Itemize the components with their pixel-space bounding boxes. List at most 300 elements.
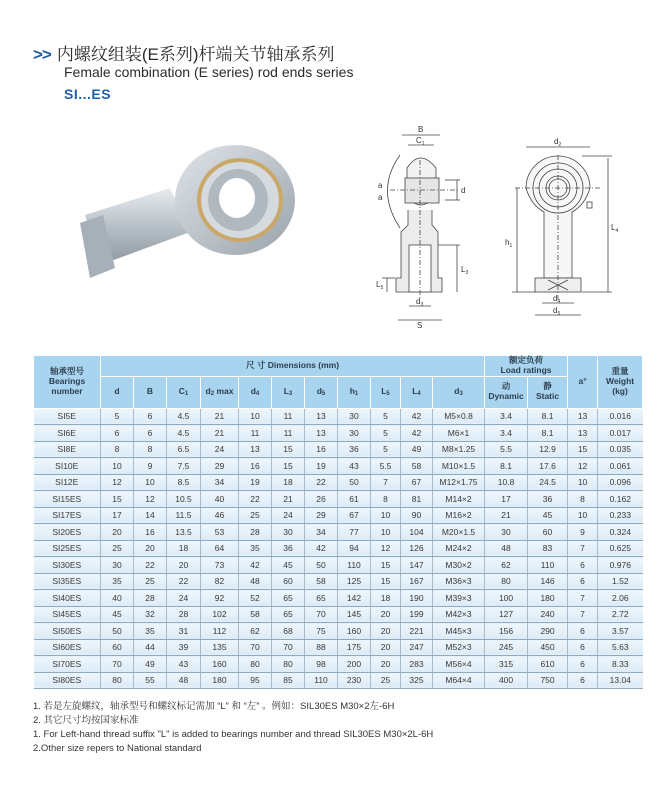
table-cell: 8.1 [528, 425, 568, 442]
table-cell: 22 [305, 474, 338, 491]
table-cell: 190 [401, 590, 433, 607]
table-cell: 6 [568, 639, 598, 656]
table-body [34, 408, 643, 689]
load-cn: 额定负荷 [509, 355, 544, 365]
table-cell: 24 [201, 441, 239, 458]
table-cell: 0.324 [598, 524, 643, 541]
table-cell: 60 [528, 524, 568, 541]
table-cell: 18 [272, 474, 305, 491]
table-cell: 45 [101, 606, 134, 623]
label-C1: $C_1$ [416, 136, 425, 147]
table-cell: M16×2 [433, 507, 485, 524]
table-cell: 50 [338, 474, 371, 491]
table-row [34, 441, 643, 458]
table-cell: 7 [568, 540, 598, 557]
table-cell: 5 [371, 441, 401, 458]
table-cell: 147 [401, 557, 433, 574]
table-cell: 110 [338, 557, 371, 574]
table-cell: 15 [568, 441, 598, 458]
col-d4: d4 [239, 376, 272, 408]
table-cell: 10 [371, 507, 401, 524]
table-cell: 43 [167, 656, 201, 673]
table-cell: 17.6 [528, 458, 568, 475]
table-row [34, 573, 643, 590]
table-cell: 127 [485, 606, 528, 623]
table-cell: 62 [485, 557, 528, 574]
table-cell: 2.72 [598, 606, 643, 623]
bearing-number-cell: SI8E [34, 441, 101, 458]
table-cell: 70 [101, 656, 134, 673]
table-cell: 13.04 [598, 672, 643, 689]
table-cell: 13 [568, 425, 598, 442]
table-cell: 62 [239, 623, 272, 640]
table-cell: 0.162 [598, 491, 643, 508]
col-h1: h1 [338, 376, 371, 408]
table-cell: 6 [568, 573, 598, 590]
table-cell: 28 [134, 590, 167, 607]
table-cell: 29 [201, 458, 239, 475]
table-cell: 160 [201, 656, 239, 673]
table-cell: 7.5 [167, 458, 201, 475]
table-cell: M8×1.25 [433, 441, 485, 458]
table-cell: 160 [338, 623, 371, 640]
table-cell: 25 [239, 507, 272, 524]
col-L3: L3 [272, 376, 305, 408]
title-cn [33, 40, 335, 65]
table-cell: 64 [201, 540, 239, 557]
table-cell: 70 [272, 639, 305, 656]
table-row [34, 590, 643, 607]
table-row [34, 425, 643, 442]
bearing-number-cell: SI80ES [34, 672, 101, 689]
table-cell: 81 [401, 491, 433, 508]
table-cell: 25 [371, 672, 401, 689]
dimensions-header: 尺 寸 Dimensions (mm) [101, 356, 485, 377]
table-cell: 11 [239, 425, 272, 442]
table-cell: 19 [239, 474, 272, 491]
table-cell: M24×2 [433, 540, 485, 557]
table-cell: 12 [101, 474, 134, 491]
table-cell: 20 [371, 623, 401, 640]
table-cell: M6×1 [433, 425, 485, 442]
title-en: Female combination (E series) rod ends series [64, 64, 354, 80]
label-d2: $d_2$ [554, 137, 562, 148]
notes [33, 700, 433, 756]
table-cell: 32 [134, 606, 167, 623]
table-cell: 100 [485, 590, 528, 607]
table-row [34, 557, 643, 574]
col-weight [598, 356, 643, 409]
table-cell: 290 [528, 623, 568, 640]
table-row [34, 606, 643, 623]
table-cell: 70 [239, 639, 272, 656]
front-view-drawing [490, 120, 635, 330]
table-cell: 221 [401, 623, 433, 640]
table-cell: 26 [305, 491, 338, 508]
table-cell: 68 [272, 623, 305, 640]
weight-en2: (kg) [612, 385, 628, 396]
bearing-number-cell: SI70ES [34, 656, 101, 673]
table-cell: 24 [272, 507, 305, 524]
table-cell: 8 [568, 491, 598, 508]
label-d: d [461, 186, 466, 195]
table-cell: 15 [272, 441, 305, 458]
bearing-number-cell: SI15ES [34, 491, 101, 508]
table-row [34, 656, 643, 673]
table-cell: 167 [401, 573, 433, 590]
table-row [34, 623, 643, 640]
table-cell: 146 [528, 573, 568, 590]
table-cell: 14 [134, 507, 167, 524]
table-cell: 11 [272, 425, 305, 442]
table-cell: 36 [338, 441, 371, 458]
bearing-number-cell: SI6E [34, 425, 101, 442]
bearing-number-cell: SI30ES [34, 557, 101, 574]
table-cell: 20 [101, 524, 134, 541]
table-cell: 199 [401, 606, 433, 623]
label-L3: $L_3$ [461, 265, 469, 276]
table-cell: 65 [272, 590, 305, 607]
table-row [34, 507, 643, 524]
table-cell: 110 [528, 557, 568, 574]
table-cell: 0.035 [598, 441, 643, 458]
table-cell: 3.4 [485, 408, 528, 425]
table-cell: 21 [201, 408, 239, 425]
label-S: S [417, 321, 423, 330]
col-static: 静 Static [528, 376, 568, 408]
table-cell: 58 [305, 573, 338, 590]
table-cell: 31 [167, 623, 201, 640]
table-cell: 10 [568, 474, 598, 491]
table-cell: 45 [528, 507, 568, 524]
table-cell: 750 [528, 672, 568, 689]
table-cell: 20 [134, 540, 167, 557]
table-cell: 73 [201, 557, 239, 574]
table-cell: 75 [305, 623, 338, 640]
table-cell: 20 [371, 606, 401, 623]
table-cell: 20 [167, 557, 201, 574]
load-ratings-header [485, 356, 568, 377]
table-cell: 8.33 [598, 656, 643, 673]
table-cell: 5 [371, 408, 401, 425]
table-cell: 8.5 [167, 474, 201, 491]
table-cell: 247 [401, 639, 433, 656]
table-cell: 0.061 [598, 458, 643, 475]
table-cell: 4.5 [167, 408, 201, 425]
table-cell: 49 [134, 656, 167, 673]
table-cell: 0.625 [598, 540, 643, 557]
table-cell: 46 [201, 507, 239, 524]
table-cell: 94 [338, 540, 371, 557]
table-cell: 35 [134, 623, 167, 640]
table-row [34, 540, 643, 557]
bearing-number-cell: SI45ES [34, 606, 101, 623]
table-cell: 40 [201, 491, 239, 508]
table-cell: 15 [101, 491, 134, 508]
weight-en1: Weight [605, 375, 635, 386]
table-cell: 135 [201, 639, 239, 656]
table-row [34, 474, 643, 491]
table-cell: 6 [568, 623, 598, 640]
table-cell: 24 [167, 590, 201, 607]
bearing-number-cell: SI5E [34, 408, 101, 425]
label-h1: $h_1$ [505, 238, 513, 249]
label-a1: a [378, 181, 383, 190]
table-cell: 16 [134, 524, 167, 541]
table-cell: 21 [201, 425, 239, 442]
table-cell: 0.233 [598, 507, 643, 524]
table-cell: 9 [134, 458, 167, 475]
table-cell: 83 [528, 540, 568, 557]
table-cell: 77 [338, 524, 371, 541]
table-cell: 1.52 [598, 573, 643, 590]
table-cell: 175 [338, 639, 371, 656]
table-cell: 9 [568, 524, 598, 541]
bearing-number-cell: SI20ES [34, 524, 101, 541]
table-cell: 102 [201, 606, 239, 623]
table-cell: 80 [272, 656, 305, 673]
table-cell: 80 [485, 573, 528, 590]
label-B: B [418, 125, 424, 134]
table-cell: 8 [134, 441, 167, 458]
table-cell: 85 [272, 672, 305, 689]
table-cell: M36×3 [433, 573, 485, 590]
col-B: B [134, 376, 167, 408]
table-cell: 43 [338, 458, 371, 475]
bearing-number-cell: SI12E [34, 474, 101, 491]
label-L5: $L_5$ [376, 280, 384, 291]
table-cell: 48 [239, 573, 272, 590]
bearing-number-cell: SI60ES [34, 639, 101, 656]
table-cell: 60 [101, 639, 134, 656]
table-cell: 24.5 [528, 474, 568, 491]
table-cell: 16 [305, 441, 338, 458]
bearing-number-cell: SI50ES [34, 623, 101, 640]
note-en-1: 1. For Left-hand thread suffix "L" is added to bearings number and thread SIL30ES M30×2L-6H [33, 729, 434, 740]
table-cell: 67 [401, 474, 433, 491]
table-cell: 6 [568, 672, 598, 689]
table-cell: M42×3 [433, 606, 485, 623]
table-cell: 82 [201, 573, 239, 590]
bearing-cn: 轴承型号 [49, 366, 84, 377]
table-cell: 61 [338, 491, 371, 508]
table-cell: 34 [305, 524, 338, 541]
table-cell: 19 [305, 458, 338, 475]
table-cell: 13 [305, 425, 338, 442]
table-row [34, 458, 643, 475]
note-cn-2: 2. 其它尺寸均按国家标准 [33, 715, 139, 726]
table-cell: 6 [568, 656, 598, 673]
table-cell: 49 [401, 441, 433, 458]
table-cell: 7 [568, 590, 598, 607]
table-cell: 22 [239, 491, 272, 508]
table-cell: 58 [239, 606, 272, 623]
table-cell: 200 [338, 656, 371, 673]
table-cell: 15 [371, 573, 401, 590]
table-cell: 10 [101, 458, 134, 475]
table-cell: 80 [101, 672, 134, 689]
table-cell: 156 [485, 623, 528, 640]
product-photo [75, 120, 300, 310]
bearing-en1: Bearings [48, 375, 86, 386]
col-d2max: d2 max [201, 376, 239, 408]
table-cell: M10×1.5 [433, 458, 485, 475]
table-row [34, 491, 643, 508]
table-row [34, 524, 643, 541]
table-cell: 28 [239, 524, 272, 541]
col-L4: L4 [401, 376, 433, 408]
table-cell: 17 [485, 491, 528, 508]
table-cell: 145 [338, 606, 371, 623]
table-cell: 39 [167, 639, 201, 656]
table-cell: 0.976 [598, 557, 643, 574]
col-bearing-number [34, 356, 101, 409]
label-L4: $L_4$ [611, 223, 619, 234]
table-cell: M64×4 [433, 672, 485, 689]
table-cell: 55 [134, 672, 167, 689]
table-cell: 45 [272, 557, 305, 574]
bearing-en2: number [51, 385, 83, 396]
table-cell: 7 [568, 606, 598, 623]
label-d3: $d_3$ [416, 297, 424, 308]
table-cell: 10.8 [485, 474, 528, 491]
table-cell: 450 [528, 639, 568, 656]
table-row [34, 672, 643, 689]
table-cell: 28 [167, 606, 201, 623]
table-cell: 44 [134, 639, 167, 656]
table-cell: 6 [134, 425, 167, 442]
load-en: Load ratings [500, 364, 552, 375]
title-cn-text: 内螺纹组装(E系列)杆端关节轴承系列 [56, 45, 335, 64]
table-cell: 50 [305, 557, 338, 574]
table-cell: 3.57 [598, 623, 643, 640]
bearing-number-cell: SI40ES [34, 590, 101, 607]
table-cell: 6 [568, 557, 598, 574]
table-cell: M20×1.5 [433, 524, 485, 541]
note-en-2: 2.Other size repers to National standard [33, 743, 202, 754]
table-cell: 13.5 [167, 524, 201, 541]
table-cell: 10.5 [167, 491, 201, 508]
table-cell: 0.016 [598, 408, 643, 425]
table-cell: 30 [101, 557, 134, 574]
side-section-drawing [360, 120, 500, 330]
bearing-number-cell: SI17ES [34, 507, 101, 524]
table-cell: M30×2 [433, 557, 485, 574]
weight-cn: 重量 [611, 366, 629, 377]
table-cell: 230 [338, 672, 371, 689]
table-cell: 126 [401, 540, 433, 557]
table-cell: 8 [371, 491, 401, 508]
table-cell: 30 [338, 408, 371, 425]
bearing-number-cell: SI10E [34, 458, 101, 475]
table-cell: 6 [134, 408, 167, 425]
bearing-number-cell: SI25ES [34, 540, 101, 557]
table-cell: 610 [528, 656, 568, 673]
table-cell: 25 [134, 573, 167, 590]
table-cell: 21 [485, 507, 528, 524]
table-cell: 53 [201, 524, 239, 541]
table-cell: 2.06 [598, 590, 643, 607]
series-code: SI...ES [64, 86, 112, 102]
table-cell: M5×0.8 [433, 408, 485, 425]
table-cell: 8.1 [485, 458, 528, 475]
table-cell: 5 [101, 408, 134, 425]
table-cell: 42 [239, 557, 272, 574]
table-cell: 15 [272, 458, 305, 475]
table-cell: 283 [401, 656, 433, 673]
table-cell: M56×4 [433, 656, 485, 673]
table-cell: 325 [401, 672, 433, 689]
table-cell: M14×2 [433, 491, 485, 508]
table-cell: 42 [401, 425, 433, 442]
table-cell: 13 [239, 441, 272, 458]
table-cell: 88 [305, 639, 338, 656]
table-cell: 25 [101, 540, 134, 557]
table-cell: 5.5 [371, 458, 401, 475]
table-cell: 16 [239, 458, 272, 475]
table-cell: 5.5 [485, 441, 528, 458]
table-cell: 98 [305, 656, 338, 673]
table-cell: 5 [371, 425, 401, 442]
table-cell: 36 [272, 540, 305, 557]
table-cell: 112 [201, 623, 239, 640]
table-cell: 315 [485, 656, 528, 673]
table-cell: 12 [134, 491, 167, 508]
label-a2: a [378, 193, 383, 202]
table-cell: 6 [101, 425, 134, 442]
arrows-icon: >> [33, 45, 51, 64]
table-cell: 18 [371, 590, 401, 607]
table-cell: 400 [485, 672, 528, 689]
table-cell: 12.9 [528, 441, 568, 458]
table-cell: 10 [134, 474, 167, 491]
table-cell: M12×1.75 [433, 474, 485, 491]
table-cell: 17 [101, 507, 134, 524]
table-cell: 12 [568, 458, 598, 475]
col-L5: L5 [371, 376, 401, 408]
table-cell: 40 [101, 590, 134, 607]
table-cell: 50 [101, 623, 134, 640]
table-cell: 8 [101, 441, 134, 458]
col-dynamic: 动 Dynamic [485, 376, 528, 408]
table-cell: 95 [239, 672, 272, 689]
table-cell: 142 [338, 590, 371, 607]
table-cell: M39×3 [433, 590, 485, 607]
table-cell: 10 [371, 524, 401, 541]
spec-table [33, 355, 643, 689]
table-cell: 11.5 [167, 507, 201, 524]
table-cell: 67 [338, 507, 371, 524]
table-cell: 34 [201, 474, 239, 491]
col-d: d [101, 376, 134, 408]
table-cell: 104 [401, 524, 433, 541]
table-cell: 22 [167, 573, 201, 590]
bearing-number-cell: SI35ES [34, 573, 101, 590]
table-cell: 60 [272, 573, 305, 590]
col-d5: d5 [305, 376, 338, 408]
label-d4: $d_4$ [553, 294, 561, 305]
table-cell: M45×3 [433, 623, 485, 640]
table-cell: 30 [338, 425, 371, 442]
table-cell: 245 [485, 639, 528, 656]
table-cell: 30 [485, 524, 528, 541]
table-cell: 110 [305, 672, 338, 689]
label-d5: $d_5$ [553, 306, 561, 317]
table-cell: 70 [305, 606, 338, 623]
table-cell: 0.017 [598, 425, 643, 442]
col-C1: C1 [167, 376, 201, 408]
table-cell: 7 [371, 474, 401, 491]
